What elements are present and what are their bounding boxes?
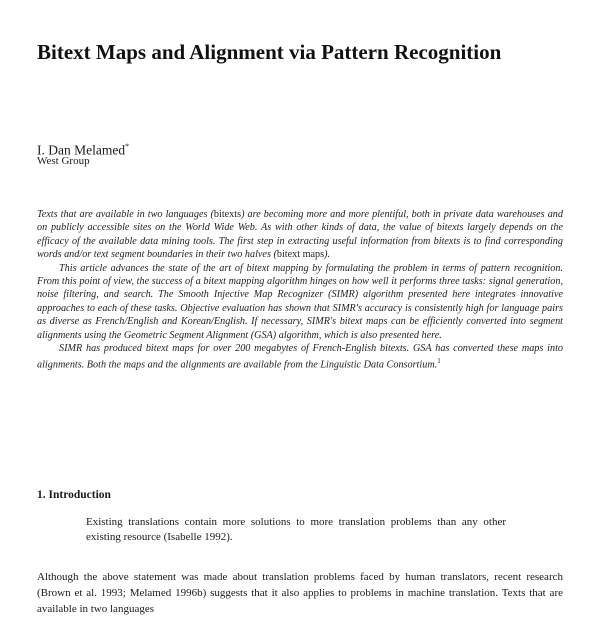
abstract-paragraph-1: [37, 208, 563, 262]
section-heading-introduction: [37, 488, 111, 502]
body-paragraph: Although the above statement was made about translation problems faced by human translators, recent research (Brown et al. 1993; Melamed 1996b) suggests that it also applies to problems in machine translation. Texts that are available in two languages: [37, 571, 563, 615]
abstract-p1-part-c: ).: [324, 249, 331, 261]
abstract-term-bitext-maps: bitext maps: [276, 249, 325, 261]
epigraph-quote: Existing translations contain more solutions to more translation problems than any other existing resource (Isabelle 1992).: [86, 516, 506, 543]
abstract-paragraph-3: [37, 342, 563, 372]
abstract-term-bitexts: bitexts: [213, 209, 242, 220]
footnote-marker-1: 1: [437, 357, 441, 366]
abstract: [37, 208, 563, 372]
author-affiliation: West Group: [37, 155, 90, 167]
section-number: 1.: [37, 489, 46, 501]
paper-title: Bitext Maps and Alignment via Pattern Recognition: [37, 40, 502, 64]
section-title: Introduction: [48, 489, 111, 501]
abstract-paragraph-2: This article advances the state of the art of bitext mapping by formulating the problem in terms of pattern recognition. From this point of view, the success of a bitext mapping algorithm hinges on how well it performs three tasks: signal generation, noise filtering, and search. The Smooth Injective Map Recognizer (SIMR) algorithm presented here integrates innovative approaches to each of these tasks. Objective evaluation has shown that SIMR's accuracy is consistently high for language pairs as diverse as French/English and Korean/English. If necessary, SIMR's bitext maps can be efficiently converted into segment alignments using the Geometric Segment Alignment (GSA) algorithm, which is also presented here.: [37, 262, 563, 341]
abstract-p1-part-a: Texts that are available in two languages (: [37, 209, 214, 220]
abstract-p1-part-b: ) are becoming more and more plentiful, both in private data warehouses and on publicly accessible sites on the World Wide Web. As with other kinds of data, the value of bitexts largely depends on the efficacy of the available data mining tools. The first step in extracting useful information from bitexts is to find corresponding words and/or text segment boundaries in their two halves (: [37, 209, 563, 261]
author-footnote-marker: *: [125, 142, 130, 151]
author-name-text: I. Dan Melamed: [37, 142, 126, 158]
abstract-p3-text: SIMR has produced bitext maps for over 200 megabytes of French-English bitexts. GSA has converted these maps into alignments. Both the maps and the alignments are available from the Linguistic Data Consortium.: [37, 343, 563, 371]
